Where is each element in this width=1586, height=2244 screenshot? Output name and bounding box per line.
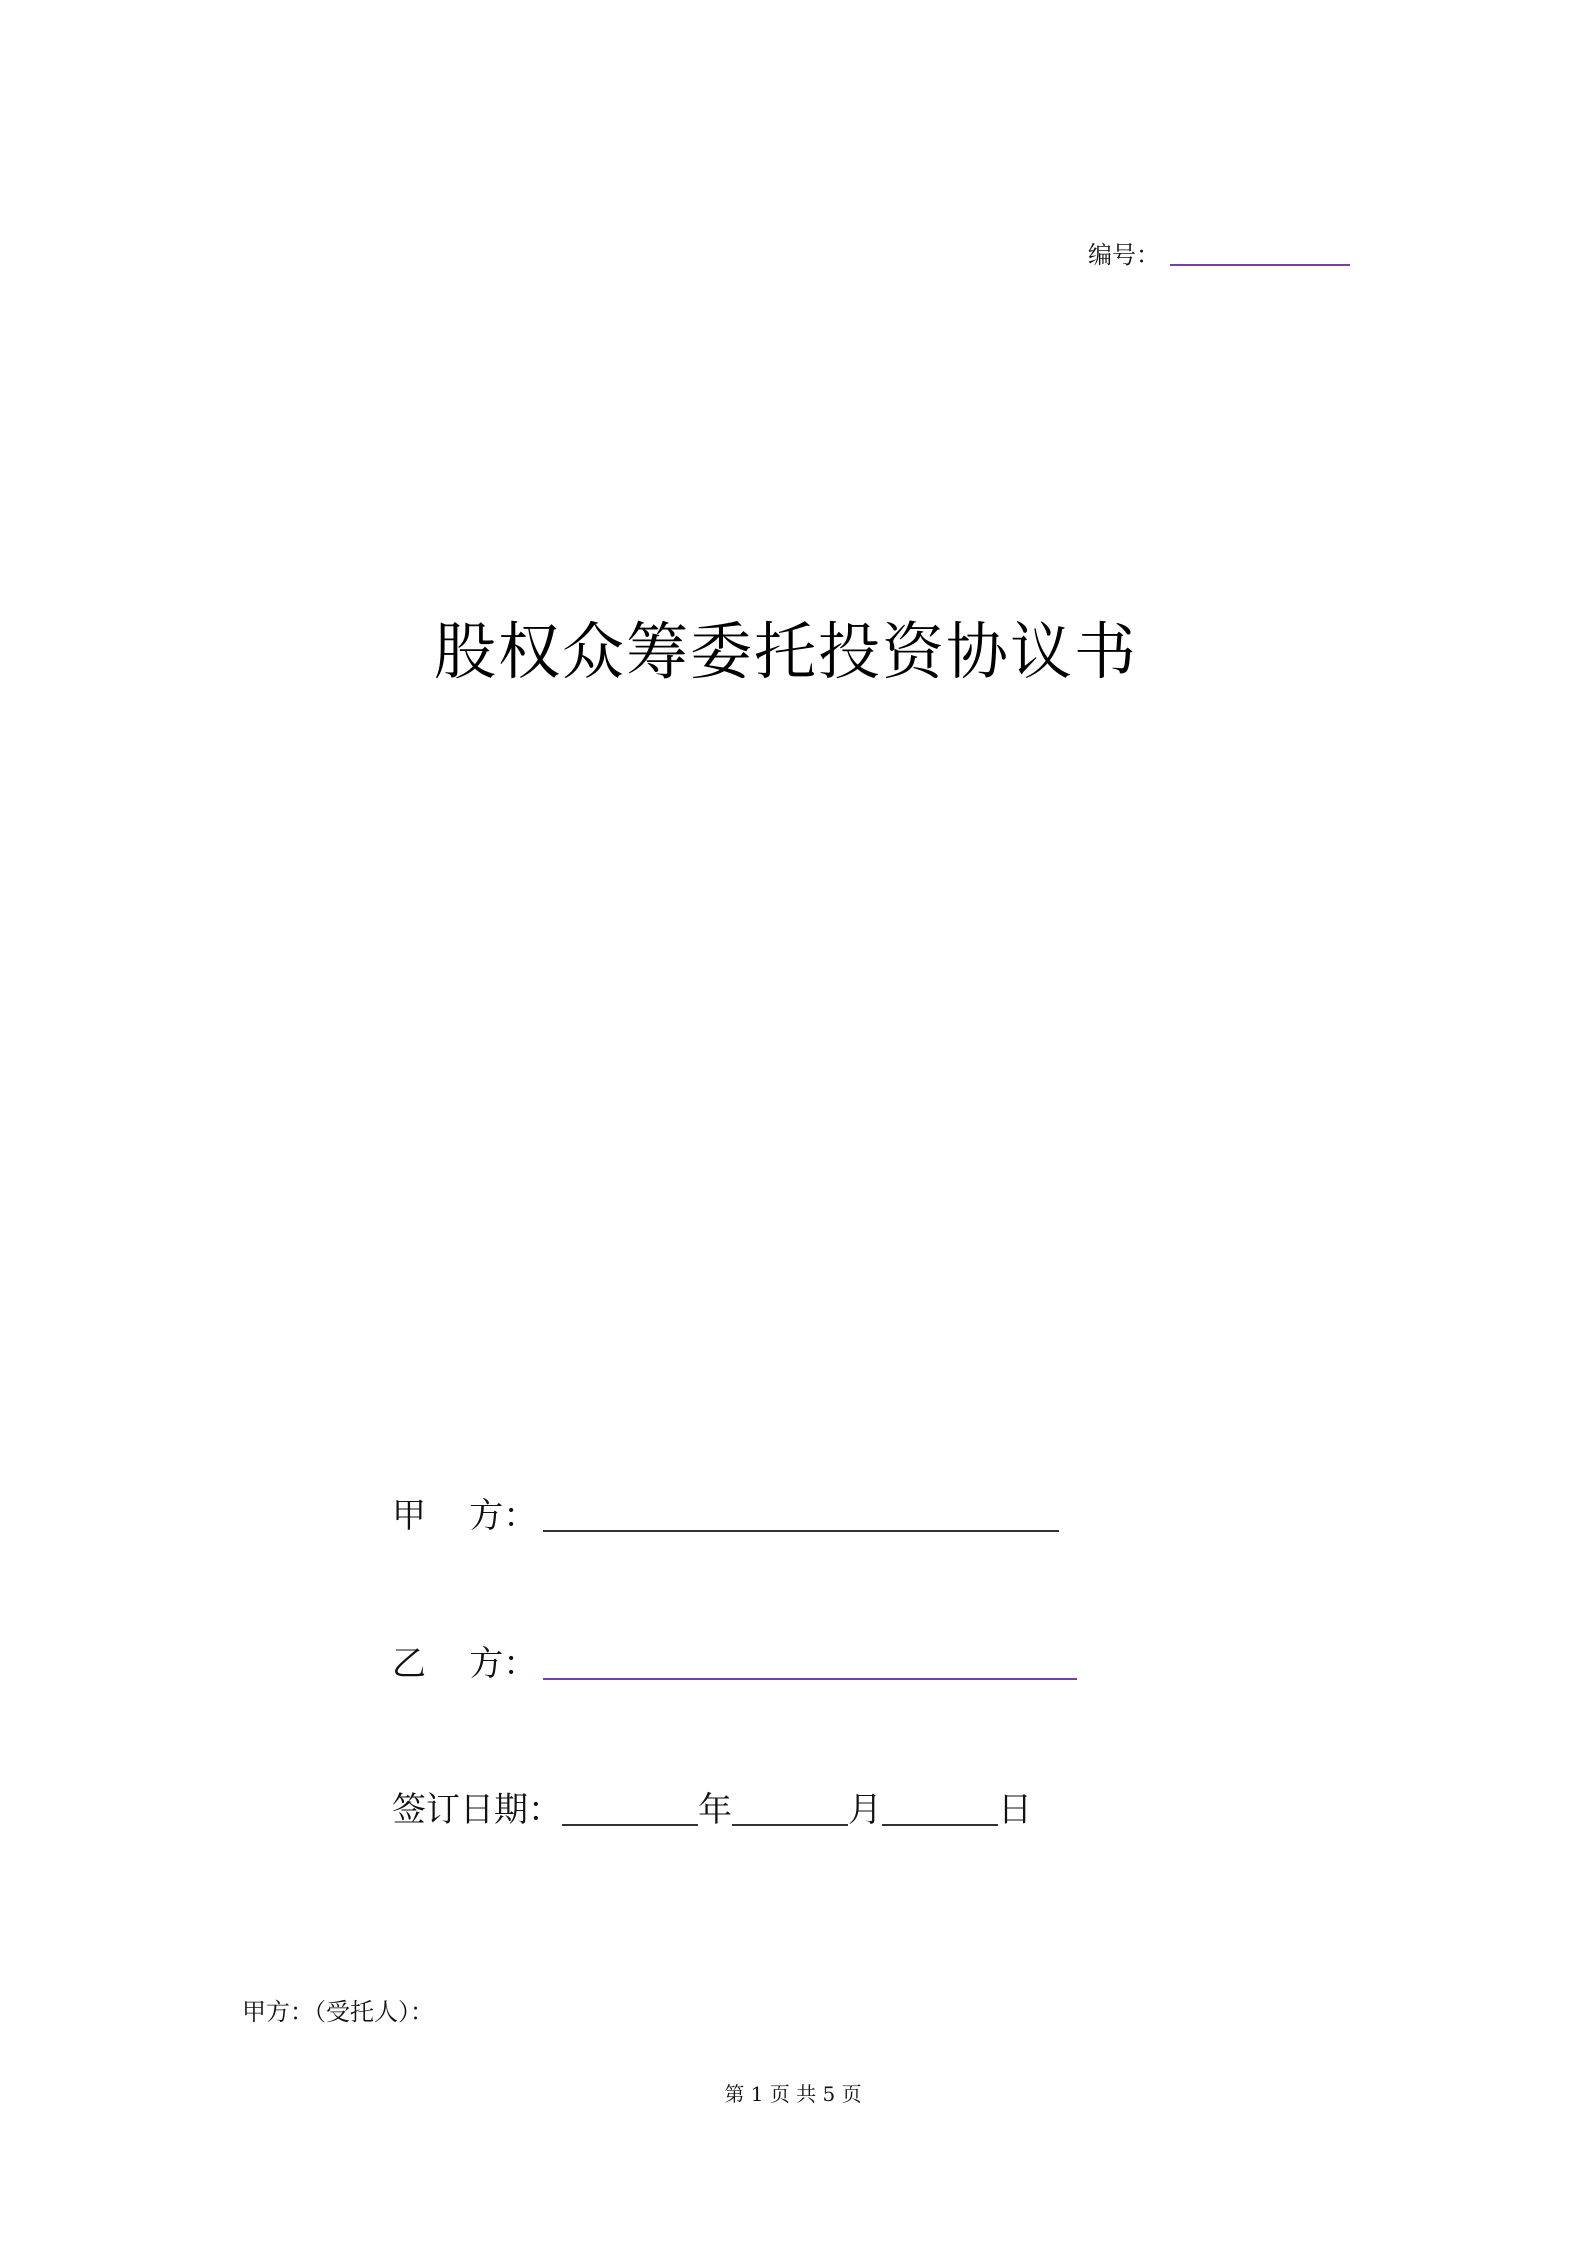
trustee-note: 甲方：（受托人）： <box>242 1998 434 2026</box>
document-number-blank <box>1170 264 1350 266</box>
signing-date-row <box>392 1788 1032 1832</box>
year-blank <box>562 1824 698 1826</box>
party-a-label: 甲 方： <box>392 1496 538 1536</box>
signing-date-label: 签订日期： <box>392 1790 562 1830</box>
day-label: 日 <box>998 1790 1032 1830</box>
month-blank <box>732 1824 848 1826</box>
party-b-blank <box>543 1678 1077 1680</box>
document-number-label: 编号： <box>1088 241 1160 269</box>
document-title <box>0 612 1586 692</box>
party-b-label: 乙 方： <box>392 1644 538 1684</box>
day-blank <box>882 1824 998 1826</box>
year-label: 年 <box>698 1790 732 1830</box>
party-a-blank <box>543 1530 1059 1532</box>
document-number <box>1088 240 1350 270</box>
party-b-row <box>392 1642 1077 1686</box>
month-label: 月 <box>848 1790 882 1830</box>
party-a-row <box>392 1494 1059 1538</box>
document-title-text: 股权众筹委托投资协议书 <box>433 615 1138 688</box>
page-footer: 第 1 页 共 5 页 <box>724 2082 862 2106</box>
